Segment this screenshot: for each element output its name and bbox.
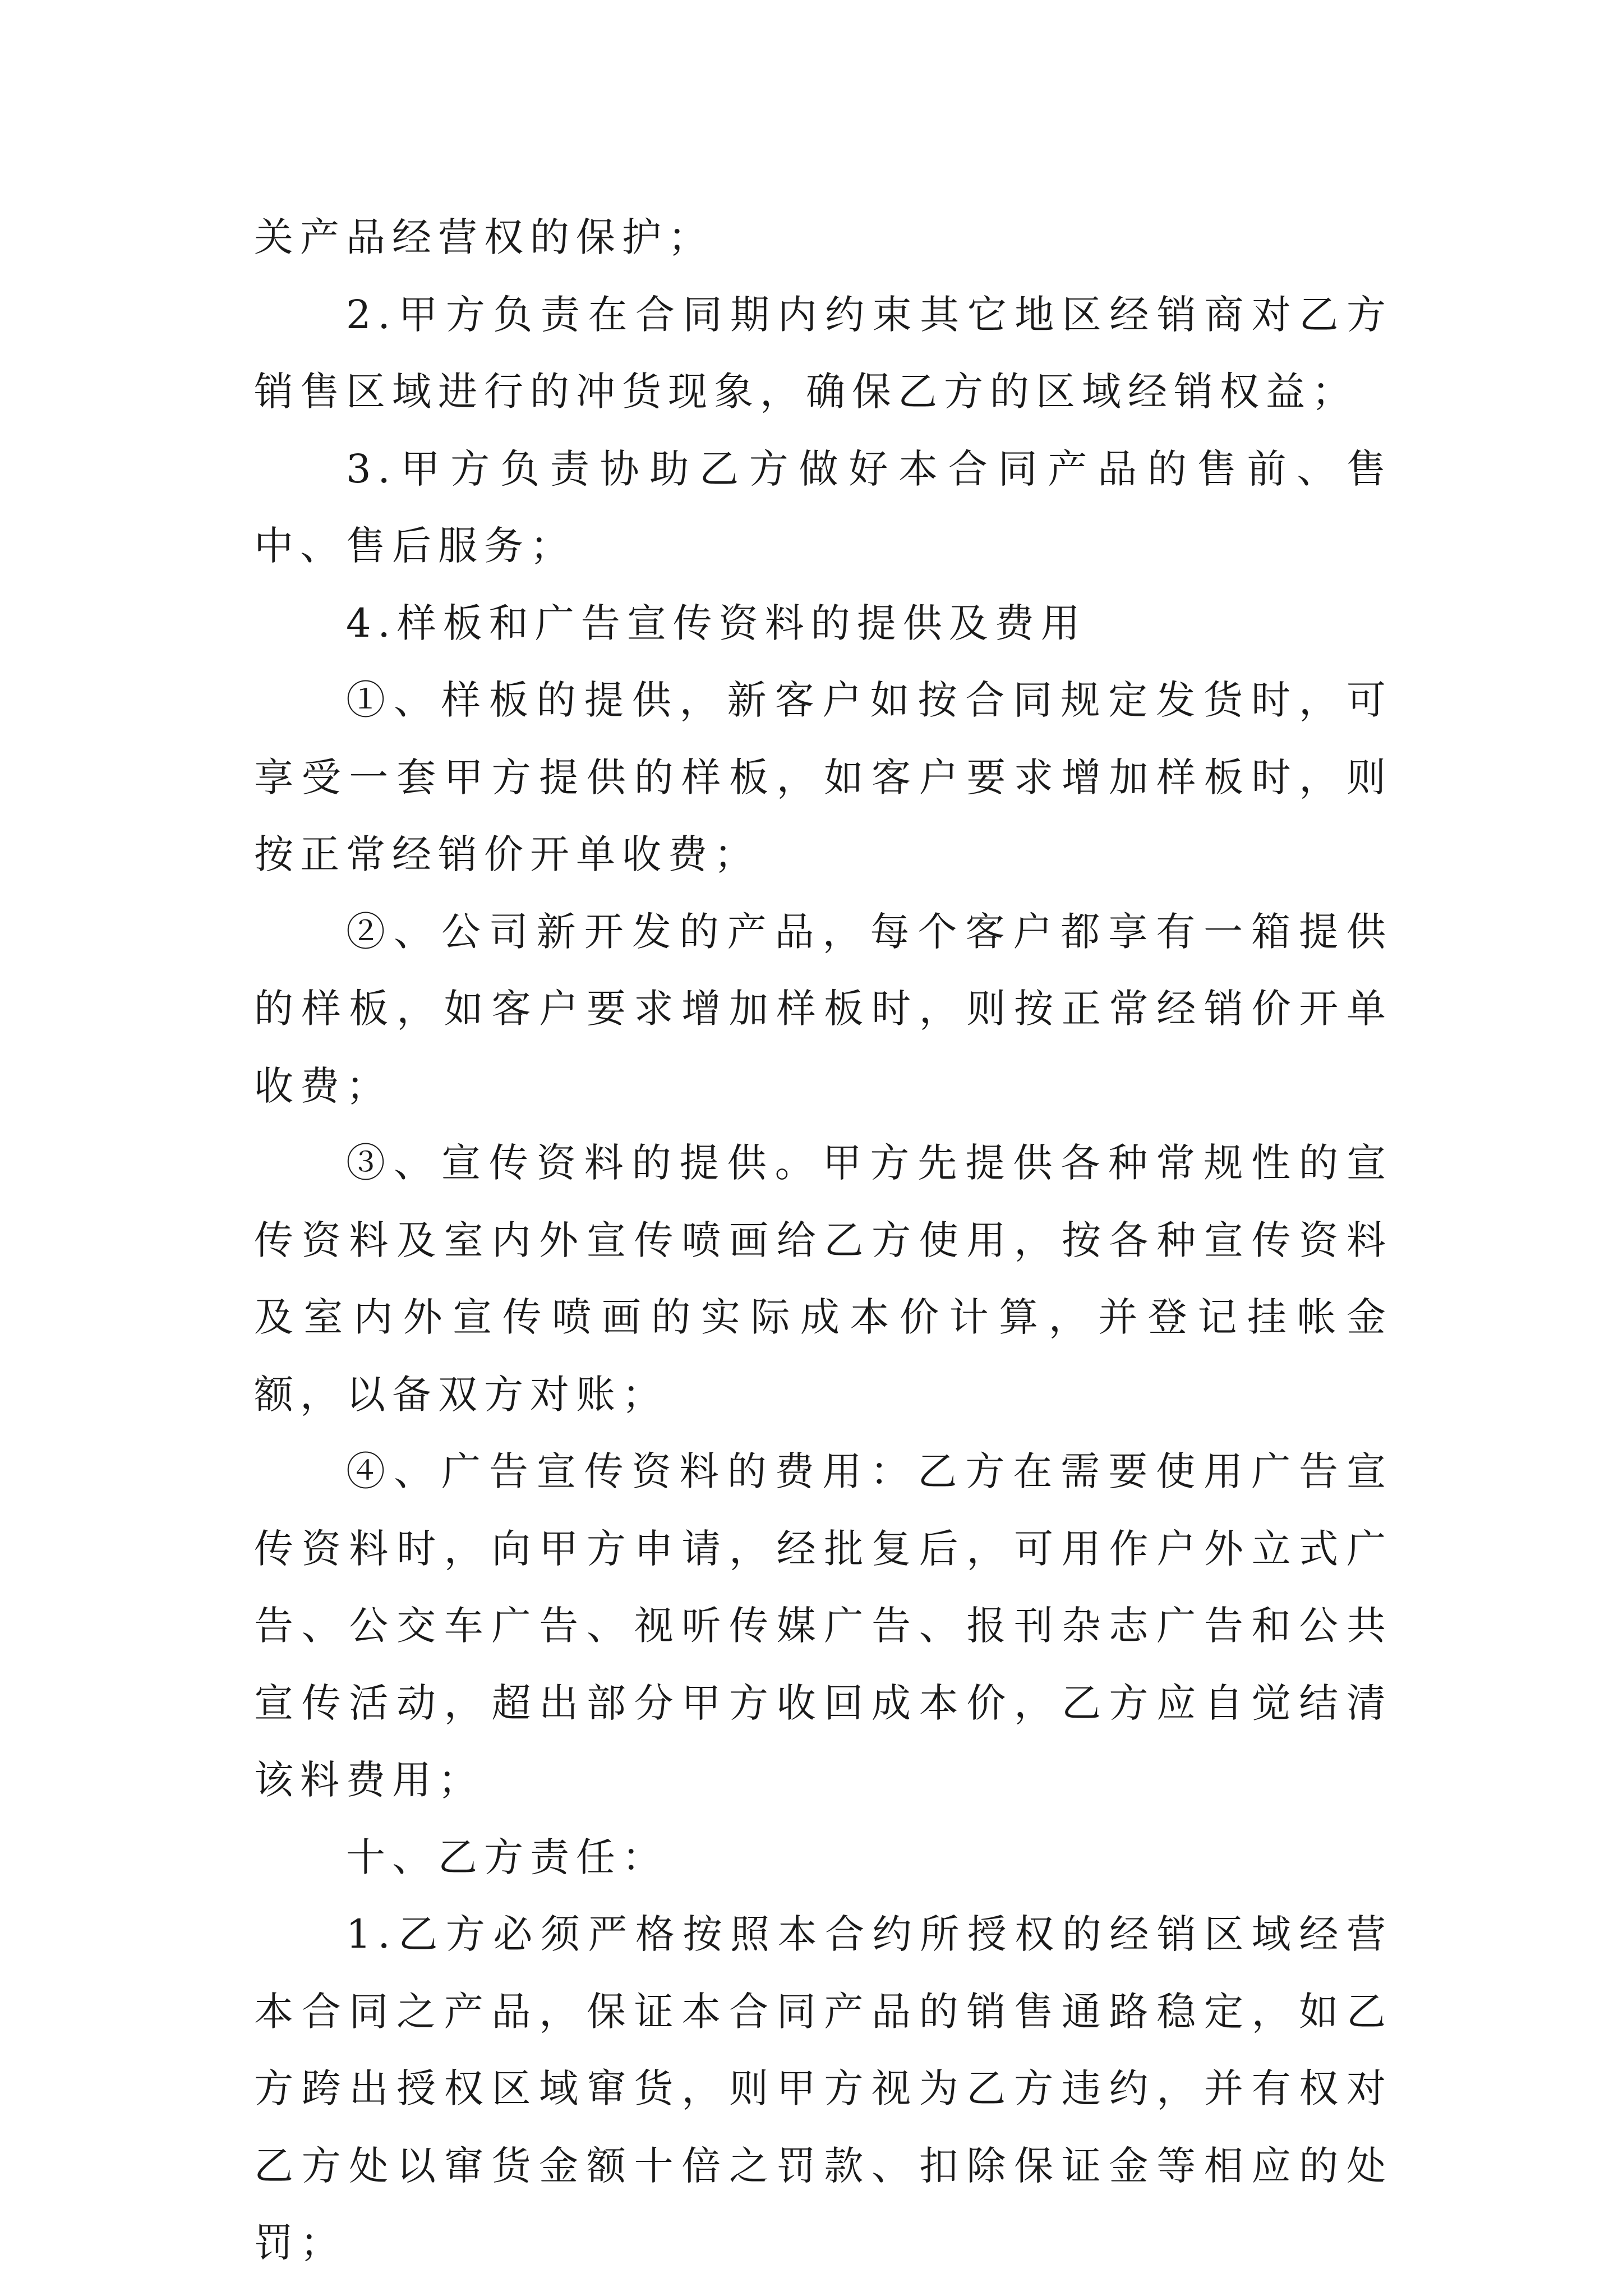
paragraph-party-b-clause-1: 1.乙方必须严格按照本合约所授权的经销区域经营本合同之产品，保证本合同产品的销售通路稳定，如乙方跨出授权区域窜货，则甲方视为乙方违约，并有权对乙方处以窜货金额十倍之罚款、扣除保证金等相应的处罚； <box>254 1911 1393 2266</box>
paragraph-clause-2: 2.甲方负责在合同期内约束其它地区经销商对乙方销售区域进行的冲货现象，确保乙方的区域经销权益； <box>254 291 1393 415</box>
document-body <box>254 199 1393 2282</box>
paragraph-item-1: ①、样板的提供，新客户如按合同规定发货时，可享受一套甲方提供的样板，如客户要求增加样板时，则按正常经销价开单收费； <box>254 677 1393 877</box>
paragraph-clause-4: 4.样板和广告宣传资料的提供及费用 <box>346 600 1087 646</box>
paragraph-item-4: ④、广告宣传资料的费用：乙方在需要使用广告宣传资料时，向甲方申请，经批复后，可用作户外立式广告、公交车广告、视听传媒广告、报刊杂志广告和公共宣传活动，超出部分甲方收回成本价，乙方应自觉结清该料费用； <box>254 1448 1393 1803</box>
section-heading-10: 十、乙方责任： <box>346 1834 668 1880</box>
paragraph-item-3: ③、宣传资料的提供。甲方先提供各种常规性的宣传资料及室内外宣传喷画给乙方使用，按各种宣传资料及室内外宣传喷画的实际成本价计算，并登记挂帐金额，以备双方对账； <box>254 1140 1393 1418</box>
paragraph-continuation: 关产品经营权的保护； <box>254 214 714 260</box>
paragraph-item-2: ②、公司新开发的产品，每个客户都享有一箱提供的样板，如客户要求增加样板时，则按正常经销价开单收费； <box>254 908 1393 1109</box>
paragraph-clause-3: 3.甲方负责协助乙方做好本合同产品的售前、售中、售后服务； <box>254 445 1393 569</box>
